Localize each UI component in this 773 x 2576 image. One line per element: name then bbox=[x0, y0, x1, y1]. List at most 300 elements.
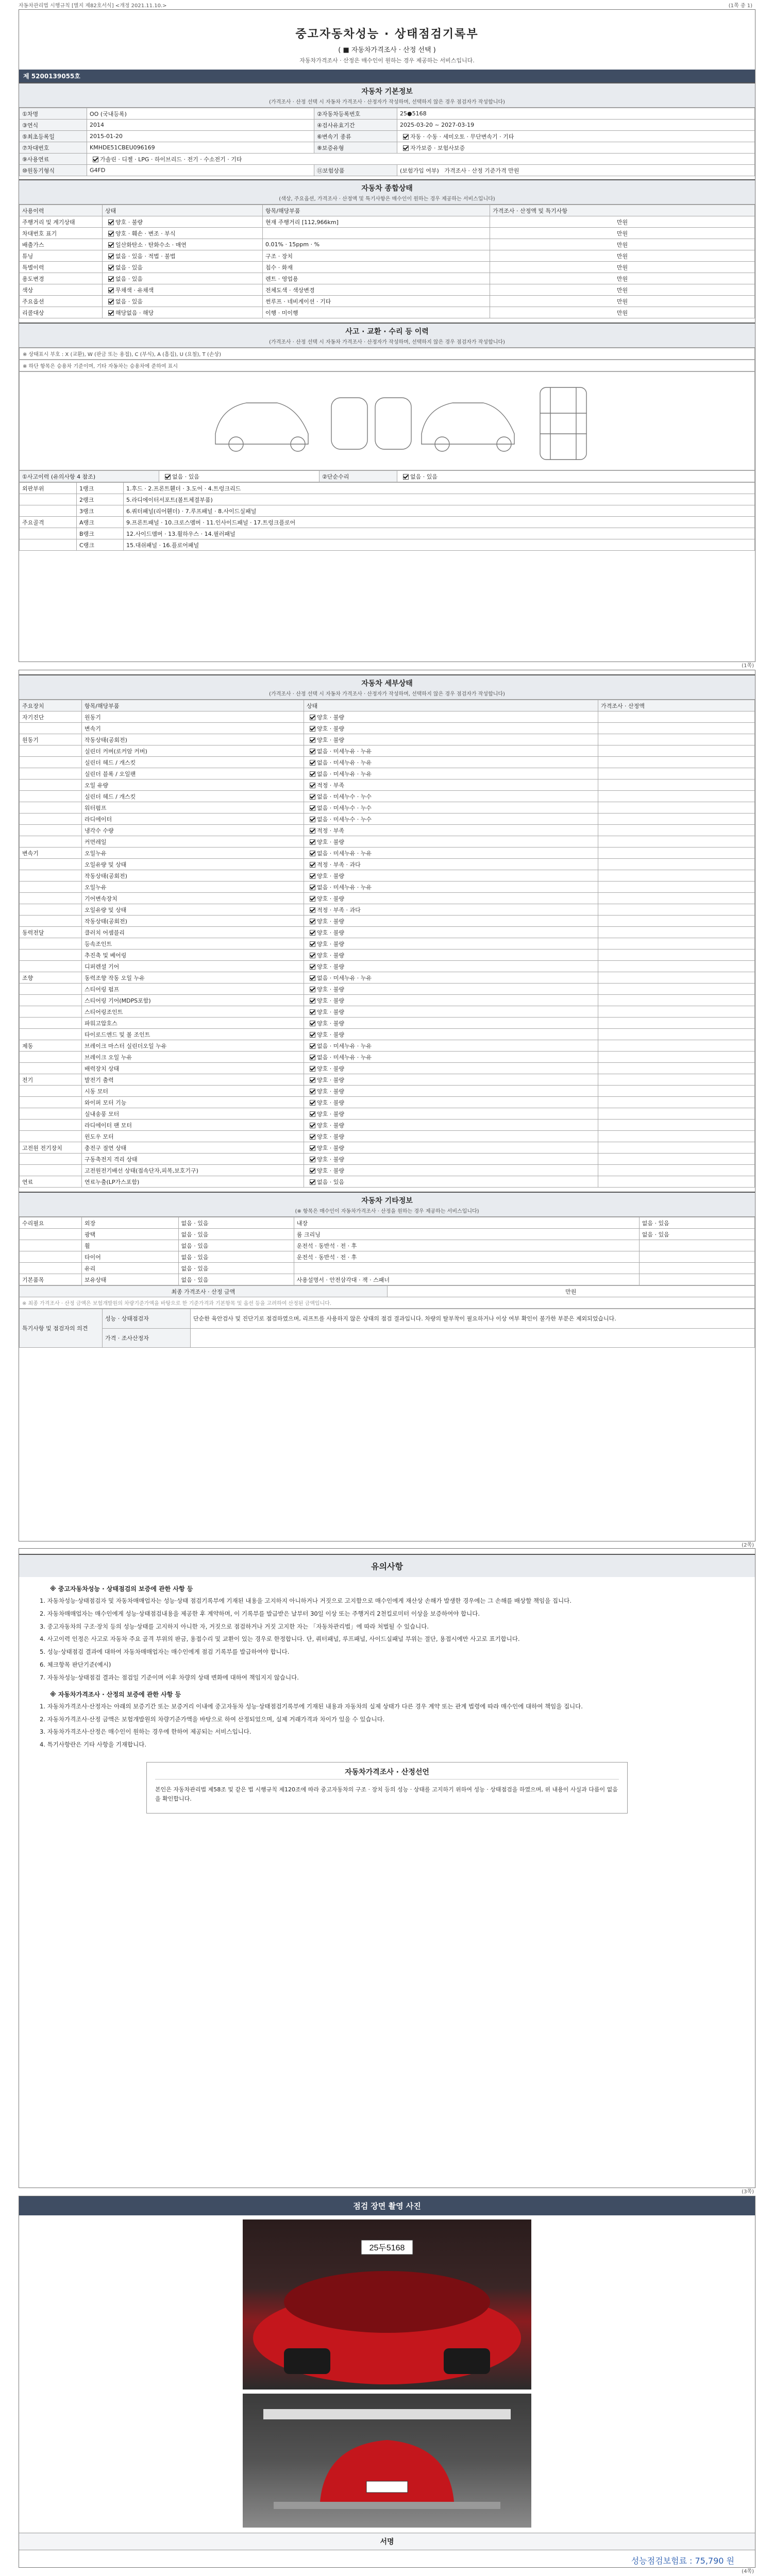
car-photo-icon bbox=[243, 2219, 531, 2389]
status-options: 양호 · 불량 bbox=[317, 1133, 344, 1140]
device-price bbox=[598, 927, 755, 938]
table-row bbox=[20, 1120, 755, 1131]
other-cell: 광택 bbox=[82, 1229, 179, 1240]
status-options: 없음 · 미세누유 · 누유 bbox=[317, 884, 372, 891]
other-cell: 없음 · 있음 bbox=[178, 1217, 294, 1229]
row-price: 만원 bbox=[490, 307, 755, 318]
table-row bbox=[20, 882, 755, 893]
value-transmission bbox=[397, 131, 755, 142]
device-status bbox=[304, 1131, 598, 1142]
col-header: 상태 bbox=[304, 700, 598, 711]
accident-heading: 사고 · 교환 · 수리 등 이력 bbox=[19, 323, 755, 337]
device-group bbox=[20, 916, 82, 927]
table-row bbox=[20, 1063, 755, 1074]
status-options: 양호 · 불량 bbox=[317, 997, 344, 1004]
device-item: 실린더 헤드 / 개스킷 bbox=[82, 757, 304, 768]
value-inspection-period: 2025-03-20 ~ 2027-03-19 bbox=[397, 120, 755, 131]
device-status bbox=[304, 711, 598, 723]
status-options: 양호 · 불량 bbox=[317, 1167, 344, 1174]
caution-subheading-2: ※ 자동차가격조사 · 산정의 보증에 관한 사항 등 bbox=[50, 1690, 181, 1698]
device-status bbox=[304, 1142, 598, 1154]
table-row bbox=[20, 154, 755, 165]
rank-label: 1랭크 bbox=[77, 483, 124, 494]
rank-label: B랭크 bbox=[77, 528, 124, 539]
device-group: 제동 bbox=[20, 1040, 82, 1052]
status-options: 양호 · 불량 bbox=[317, 929, 344, 936]
final-price-value: 만원 bbox=[387, 1286, 755, 1297]
price-basis-label: 가격조사 · 산정 기준가격 bbox=[444, 167, 507, 174]
rank-parts: 12.사이드멤버 · 13.휠하우스 · 14.필러패널 bbox=[124, 528, 755, 539]
special-appraiser-label: 가격 · 조사산정자 bbox=[103, 1328, 191, 1348]
rank-label: C랭크 bbox=[77, 539, 124, 551]
other-cell: 룸 크리닝 bbox=[294, 1229, 639, 1240]
col-header: 사용이력 bbox=[20, 205, 103, 216]
device-group bbox=[20, 870, 82, 882]
label-transmission: ⑥변속기 종류 bbox=[314, 131, 397, 142]
device-item: 스티어링 펌프 bbox=[82, 984, 304, 995]
checkbox-icon bbox=[310, 1032, 315, 1038]
other-cell bbox=[294, 1263, 639, 1274]
checkbox-icon bbox=[310, 919, 315, 924]
device-item: 오일유량 및 상태 bbox=[82, 859, 304, 870]
device-status bbox=[304, 984, 598, 995]
special-notes-label: 특기사항 및 점검자의 의견 bbox=[20, 1309, 103, 1348]
row-label: 리콜대상 bbox=[20, 307, 103, 318]
accident-legend: ※ 상태표시 부호 : X (교환), W (판금 또는 용접), C (부식), A (흠집), U (요철), T (손상) bbox=[19, 348, 755, 360]
checkbox-icon bbox=[310, 760, 315, 766]
table-row bbox=[20, 734, 755, 745]
checkbox-icon bbox=[310, 1123, 315, 1128]
checkbox-icon bbox=[108, 219, 114, 225]
other-cell bbox=[639, 1274, 754, 1285]
page-number: (3쪽) bbox=[742, 2189, 754, 2195]
device-price bbox=[598, 1040, 755, 1052]
other-cell bbox=[20, 1229, 82, 1240]
inspection-photo-front bbox=[243, 2219, 531, 2389]
table-row bbox=[20, 539, 755, 551]
device-item: 추진축 및 베어링 bbox=[82, 950, 304, 961]
device-item: 오일누유 bbox=[82, 848, 304, 859]
row-status bbox=[103, 296, 263, 307]
table-row bbox=[20, 1097, 755, 1108]
device-item: 동력조향 작동 오일 누유 bbox=[82, 972, 304, 984]
table-row bbox=[20, 870, 755, 882]
checkbox-icon bbox=[310, 749, 315, 754]
status-options: 양호 · 불량 bbox=[317, 1020, 344, 1027]
status-options: 없음 · 미세누유 · 누유 bbox=[317, 974, 372, 981]
device-group bbox=[20, 1165, 82, 1176]
caution-item: 6. 체크항목 판단기준(예시) bbox=[40, 1661, 111, 1669]
device-status bbox=[304, 972, 598, 984]
appraisal-declaration bbox=[146, 1762, 628, 1814]
table-row bbox=[20, 1018, 755, 1029]
device-status bbox=[304, 814, 598, 825]
table-row bbox=[20, 262, 755, 273]
table-row bbox=[20, 1217, 755, 1229]
device-item: 타이로드엔드 및 볼 조인트 bbox=[82, 1029, 304, 1040]
table-row bbox=[20, 250, 755, 262]
caution-item: 1. 자동차성능·상태점검자 및 자동차매매업자는 성능·상태 점검기록부에 기재된 내용을 고지하지 아니하거나 거짓으로 고지함으로 매수인에게 재산상 손해가 발생한 경우에는 그 손해를 배상할 책임을 집니다. bbox=[40, 1597, 572, 1604]
device-status bbox=[304, 870, 598, 882]
detail-note: (가격조사 · 산정 선택 시 자동차 가격조사 · 산정자가 작성하며, 선택하지 않은 경우 점검자가 작성합니다) bbox=[19, 689, 755, 700]
row-price: 만원 bbox=[490, 284, 755, 296]
device-price bbox=[598, 1176, 755, 1188]
device-status bbox=[304, 916, 598, 927]
checkbox-icon bbox=[310, 726, 315, 732]
status-options: 없음 · 있음 bbox=[115, 264, 143, 271]
col-header: 상태 bbox=[103, 205, 263, 216]
device-group bbox=[20, 779, 82, 791]
checkbox-icon bbox=[310, 1179, 315, 1185]
status-options: 없음 · 미세누수 · 누수 bbox=[317, 793, 372, 800]
status-options: 양호 · 훼손 · 변조 · 부식 bbox=[115, 230, 176, 237]
device-item: 오일 유량 bbox=[82, 779, 304, 791]
row-label: 주요옵션 bbox=[20, 296, 103, 307]
table-row bbox=[20, 1229, 755, 1240]
table-row bbox=[20, 120, 755, 131]
device-group bbox=[20, 961, 82, 972]
status-options: 양호 · 불량 bbox=[317, 736, 344, 743]
table-row bbox=[20, 307, 755, 318]
status-options: 양호 · 불량 bbox=[115, 218, 143, 226]
device-group bbox=[20, 859, 82, 870]
page-number: (1쪽) bbox=[742, 663, 754, 669]
rank-group: 외판부위 bbox=[20, 483, 77, 494]
status-options: 양호 · 불량 bbox=[317, 714, 344, 721]
device-item: 스티어링조인트 bbox=[82, 1006, 304, 1018]
row-detail: 렌트 · 영업용 bbox=[263, 273, 490, 284]
device-group: 조향 bbox=[20, 972, 82, 984]
table-row bbox=[20, 296, 755, 307]
status-options: 양호 · 불량 bbox=[317, 1008, 344, 1015]
table-row bbox=[20, 142, 755, 154]
status-options: 없음 · 미세누유 · 누유 bbox=[317, 748, 372, 755]
checkbox-icon bbox=[310, 828, 315, 834]
table-row bbox=[20, 984, 755, 995]
device-group bbox=[20, 745, 82, 757]
table-row bbox=[20, 528, 755, 539]
row-price: 만원 bbox=[490, 216, 755, 228]
checkbox-icon bbox=[310, 1043, 315, 1049]
device-item: 실린더 커버(로커암 커버) bbox=[82, 745, 304, 757]
device-price bbox=[598, 711, 755, 723]
checkbox-icon bbox=[93, 157, 98, 162]
device-item: 실린더 블록 / 오일팬 bbox=[82, 768, 304, 779]
device-price bbox=[598, 1097, 755, 1108]
device-status bbox=[304, 1006, 598, 1018]
fuel-options: 가솔린 · 디젤 · LPG · 하이브리드 · 전기 · 수소전기 · 기타 bbox=[100, 156, 242, 163]
checkbox-icon bbox=[310, 1066, 315, 1072]
device-group bbox=[20, 1063, 82, 1074]
device-status bbox=[304, 1063, 598, 1074]
device-item: 충전구 절연 상태 bbox=[82, 1142, 304, 1154]
status-options: 없음 · 있음 · 적법 · 불법 bbox=[115, 252, 176, 260]
device-item: 클러치 어셈블리 bbox=[82, 927, 304, 938]
table-row bbox=[20, 836, 755, 848]
checkbox-icon bbox=[310, 771, 315, 777]
device-price bbox=[598, 745, 755, 757]
other-cell: 외장 bbox=[82, 1217, 179, 1229]
device-price bbox=[598, 1108, 755, 1120]
table-row bbox=[20, 1309, 755, 1329]
rank-group bbox=[20, 505, 77, 517]
row-status bbox=[103, 307, 263, 318]
device-group bbox=[20, 904, 82, 916]
checkbox-icon bbox=[108, 231, 114, 236]
final-price-label: 최종 가격조사 · 산정 금액 bbox=[20, 1286, 388, 1297]
device-group bbox=[20, 1108, 82, 1120]
table-row bbox=[20, 505, 755, 517]
row-status bbox=[103, 273, 263, 284]
status-options: 양호 · 불량 bbox=[317, 1099, 344, 1106]
other-cell: 유리 bbox=[82, 1263, 179, 1274]
device-status bbox=[304, 836, 598, 848]
accident-options: 없음 · 있음 bbox=[172, 473, 199, 480]
basic-info-heading: 자동차 기본정보 bbox=[19, 82, 755, 97]
value-first-reg: 2015-01-20 bbox=[87, 131, 314, 142]
other-cell: 없음 · 있음 bbox=[639, 1217, 754, 1229]
status-options: 양호 · 불량 bbox=[317, 940, 344, 947]
page-4 bbox=[19, 2196, 755, 2574]
table-row bbox=[20, 848, 755, 859]
other-cell: 없음 · 있음 bbox=[639, 1229, 754, 1240]
other-cell: 없음 · 있음 bbox=[178, 1263, 294, 1274]
table-row bbox=[20, 927, 755, 938]
row-status bbox=[103, 216, 263, 228]
checkbox-icon bbox=[310, 907, 315, 913]
device-price bbox=[598, 825, 755, 836]
caution-item: 1. 자동차가격조사·산정자는 아래의 보증기간 또는 보증거리 이내에 중고자동차 성능·상태점검기록부에 기재된 내용과 자동차의 실제 상태가 다른 경우 계약 또는 관계 법령에 따라 매수인에 대하여 책임을 집니다. bbox=[40, 1702, 583, 1710]
device-item: 고전원전기배선 상태(접속단자,피복,보호기구) bbox=[82, 1165, 304, 1176]
page-3 bbox=[19, 1548, 755, 2195]
device-group bbox=[20, 1052, 82, 1063]
col-header: 항목/해당부품 bbox=[82, 700, 304, 711]
device-group bbox=[20, 1018, 82, 1029]
plate-text: 25두5168 bbox=[369, 2244, 405, 2252]
label-accident-history: ①사고이력 (유의사항 4 참조) bbox=[20, 471, 159, 482]
table-row bbox=[20, 1142, 755, 1154]
row-price: 만원 bbox=[490, 228, 755, 239]
label-car-name: ①차명 bbox=[20, 108, 87, 120]
label-inspection-period: ④검사유효기간 bbox=[314, 120, 397, 131]
label-engine: ⑩원동기형식 bbox=[20, 165, 87, 176]
checkbox-icon bbox=[310, 1077, 315, 1083]
checkbox-icon bbox=[310, 715, 315, 720]
device-item: 브레이크 오일 누유 bbox=[82, 1052, 304, 1063]
checkbox-icon bbox=[108, 310, 114, 316]
row-price: 만원 bbox=[490, 250, 755, 262]
device-price bbox=[598, 779, 755, 791]
other-cell: 휠 bbox=[82, 1240, 179, 1251]
table-row bbox=[20, 471, 755, 482]
general-status-table bbox=[19, 205, 755, 318]
rank-group bbox=[20, 494, 77, 505]
table-row bbox=[20, 517, 755, 528]
caution-notes bbox=[19, 1584, 755, 1750]
device-status bbox=[304, 938, 598, 950]
accident-note: (가격조사 · 산정 선택 시 자동차 가격조사 · 산정자가 작성하며, 선택하지 않은 경우 점검자가 작성합니다) bbox=[19, 337, 755, 348]
device-group bbox=[20, 836, 82, 848]
row-price: 만원 bbox=[490, 262, 755, 273]
label-fuel: ⑨사용연료 bbox=[20, 154, 87, 165]
caution-item: 2. 자동차매매업자는 매수인에게 성능·상태점검내용을 제공한 후 계약하며, 이 기록부를 발급받은 날부터 30일 이상 또는 주행거리 2천킬로미터 이상을 보증하여야 합니다. bbox=[40, 1609, 480, 1617]
checkbox-icon bbox=[310, 885, 315, 890]
caution-item: 3. 중고자동차의 구조·장치 등의 성능·상태를 고지하지 아니한 자, 거짓으로 점검하거나 거짓 고지한 자는 「자동차관리법」에 따라 처벌될 수 있습니다. bbox=[40, 1622, 429, 1630]
col-header: 항목/해당부품 bbox=[263, 205, 490, 216]
checkbox-icon bbox=[310, 1157, 315, 1162]
transmission-options: 자동 · 수동 · 세미오토 · 무단변속기 · 기타 bbox=[410, 133, 514, 140]
detail-heading: 자동차 세부상태 bbox=[19, 674, 755, 689]
device-group bbox=[20, 723, 82, 734]
table-row bbox=[20, 1274, 755, 1285]
checkbox-icon bbox=[310, 851, 315, 856]
device-status bbox=[304, 1120, 598, 1131]
table-row bbox=[20, 284, 755, 296]
device-price bbox=[598, 1086, 755, 1097]
other-cell: 없음 · 있음 bbox=[178, 1229, 294, 1240]
device-group bbox=[20, 1120, 82, 1131]
device-group bbox=[20, 938, 82, 950]
row-detail: 전체도색 · 색상변경 bbox=[263, 284, 490, 296]
row-detail: 구조 · 장치 bbox=[263, 250, 490, 262]
device-price bbox=[598, 768, 755, 779]
value-fuel bbox=[87, 154, 755, 165]
caution-item: 2. 자동차가격조사·산정 금액은 보험개발원의 차량기준가액을 바탕으로 하여 산정되었으며, 실제 거래가격과 차이가 있을 수 있습니다. bbox=[40, 1715, 385, 1723]
device-item: 윈도우 모터 bbox=[82, 1131, 304, 1142]
accident-summary-table bbox=[19, 470, 755, 482]
device-status bbox=[304, 848, 598, 859]
device-item: 브레이크 마스터 실린더오일 누유 bbox=[82, 1040, 304, 1052]
status-options: 양호 · 불량 bbox=[317, 1065, 344, 1072]
device-item: 연료누출(LP가스포함) bbox=[82, 1176, 304, 1188]
table-row bbox=[20, 1154, 755, 1165]
device-status bbox=[304, 802, 598, 814]
table-row bbox=[20, 825, 755, 836]
device-group bbox=[20, 1131, 82, 1142]
device-item: 작동상태(공회전) bbox=[82, 870, 304, 882]
device-item: 시동 모터 bbox=[82, 1086, 304, 1097]
value-vin: KMHDE51CBEU096169 bbox=[87, 142, 314, 154]
rank-parts: 5.라디에이터서포트(볼트체결부품) bbox=[124, 494, 755, 505]
status-options: 적정 · 부족 bbox=[317, 782, 344, 789]
status-options: 양호 · 불량 bbox=[317, 838, 344, 845]
device-status bbox=[304, 1176, 598, 1188]
device-status bbox=[304, 723, 598, 734]
status-options: 적정 · 부족 · 과다 bbox=[317, 906, 361, 913]
device-group bbox=[20, 1029, 82, 1040]
device-group bbox=[20, 768, 82, 779]
col-header: 가격조사 · 산정액 bbox=[598, 700, 755, 711]
final-price-note: ※ 최종 가격조사 · 산정 금액은 보험개발원의 차량기준가액을 바탕으로 한 기준가격과 기본항목 및 옵션 등을 고려하여 산정된 금액입니다. bbox=[20, 1297, 755, 1309]
device-status bbox=[304, 1052, 598, 1063]
col-header: 주요장치 bbox=[20, 700, 82, 711]
other-cell bbox=[20, 1240, 82, 1251]
other-cell: 보유상태 bbox=[82, 1274, 179, 1285]
checkbox-icon bbox=[310, 1089, 315, 1094]
device-item: 구동축전지 격리 상태 bbox=[82, 1154, 304, 1165]
device-price bbox=[598, 1154, 755, 1165]
table-row bbox=[20, 1165, 755, 1176]
rank-parts: 15.대쉬패널 · 16.플로어패널 bbox=[124, 539, 755, 551]
other-cell: 사용설명서 · 안전삼각대 · 잭 · 스패너 bbox=[294, 1274, 639, 1285]
device-status bbox=[304, 779, 598, 791]
device-group: 변속기 bbox=[20, 848, 82, 859]
car-damage-diagram bbox=[19, 371, 755, 470]
status-options: 없음 · 미세누수 · 누수 bbox=[317, 816, 372, 823]
row-label: 튜닝 bbox=[20, 250, 103, 262]
other-cell: 내장 bbox=[294, 1217, 639, 1229]
device-group bbox=[20, 1086, 82, 1097]
checkbox-icon bbox=[310, 1145, 315, 1151]
device-status bbox=[304, 791, 598, 802]
checkbox-icon bbox=[310, 873, 315, 879]
table-row bbox=[20, 1328, 755, 1348]
status-options: 없음 · 있음 bbox=[317, 1178, 344, 1185]
special-inspector-text: 단순한 육안검사 및 진단기로 점검하였으며, 리프트를 사용하지 않은 상태의 점검 결과입니다. 차량의 탈부착이 필요하거나 이상 여부 확인이 불가한 부분은 제외되었습니다. bbox=[191, 1309, 755, 1329]
checkbox-icon bbox=[403, 145, 409, 151]
device-group: 원동기 bbox=[20, 734, 82, 745]
device-status bbox=[304, 882, 598, 893]
device-status bbox=[304, 1165, 598, 1176]
table-row bbox=[20, 768, 755, 779]
photos-heading: 점검 장면 촬영 사진 bbox=[19, 2196, 755, 2215]
insurance-fee: 성능점검보험료 : 75,790 원 bbox=[631, 2556, 734, 2566]
table-row bbox=[20, 1263, 755, 1274]
checkbox-icon bbox=[108, 265, 114, 270]
table-row bbox=[20, 723, 755, 734]
other-cell: 운전석 · 동반석 · 전 · 후 bbox=[294, 1240, 639, 1251]
page-2 bbox=[19, 670, 755, 1548]
insurance-value: (보험가입 여부) bbox=[400, 167, 439, 174]
detail-status-table bbox=[19, 700, 755, 1188]
device-price bbox=[598, 1142, 755, 1154]
top-bar bbox=[0, 0, 773, 8]
other-cell: 타이어 bbox=[82, 1251, 179, 1263]
status-options: 양호 · 불량 bbox=[317, 1122, 344, 1129]
checkbox-icon bbox=[310, 1021, 315, 1026]
status-options: 없음 · 미세누유 · 누유 bbox=[317, 759, 372, 766]
table-row bbox=[20, 1108, 755, 1120]
device-item: 등속조인트 bbox=[82, 938, 304, 950]
row-status bbox=[103, 284, 263, 296]
checkbox-icon bbox=[310, 1055, 315, 1060]
col-header: 가격조사 · 산정액 및 특기사항 bbox=[490, 205, 755, 216]
caution-subheading-1: ※ 중고자동차성능 · 상태점검의 보증에 관한 사항 등 bbox=[50, 1585, 193, 1592]
checkbox-icon bbox=[310, 975, 315, 981]
checkbox-icon bbox=[310, 896, 315, 902]
device-group: 고전원 전기장치 bbox=[20, 1142, 82, 1154]
label-warranty: ⑧보증유형 bbox=[314, 142, 397, 154]
checkbox-icon bbox=[310, 1168, 315, 1174]
checkbox-icon bbox=[310, 839, 315, 845]
caution-item: 7. 자동차성능·상태점검 결과는 점검일 기준이며 이후 차량의 상태 변화에 대하여 책임지지 않습니다. bbox=[40, 1673, 299, 1681]
table-row bbox=[20, 1074, 755, 1086]
device-item: 실린더 헤드 / 개스킷 bbox=[82, 791, 304, 802]
other-cell: 운전석 · 동반석 · 전 · 후 bbox=[294, 1251, 639, 1263]
caution-item: 4. 특기사항란은 기타 사항을 기재합니다. bbox=[40, 1741, 146, 1749]
table-row bbox=[20, 494, 755, 505]
car-outline-icon bbox=[20, 372, 754, 470]
device-price bbox=[598, 984, 755, 995]
row-label: 특별이력 bbox=[20, 262, 103, 273]
accident-legend-2: ※ 하단 항목은 승용차 기준이며, 기타 자동차는 승용차에 준하여 표시 bbox=[19, 360, 755, 371]
checkbox-icon bbox=[310, 1134, 315, 1140]
device-item: 스티어링 기어(MDPS포함) bbox=[82, 995, 304, 1006]
rank-group bbox=[20, 539, 77, 551]
device-price bbox=[598, 1052, 755, 1063]
table-row bbox=[20, 950, 755, 961]
device-group bbox=[20, 1006, 82, 1018]
